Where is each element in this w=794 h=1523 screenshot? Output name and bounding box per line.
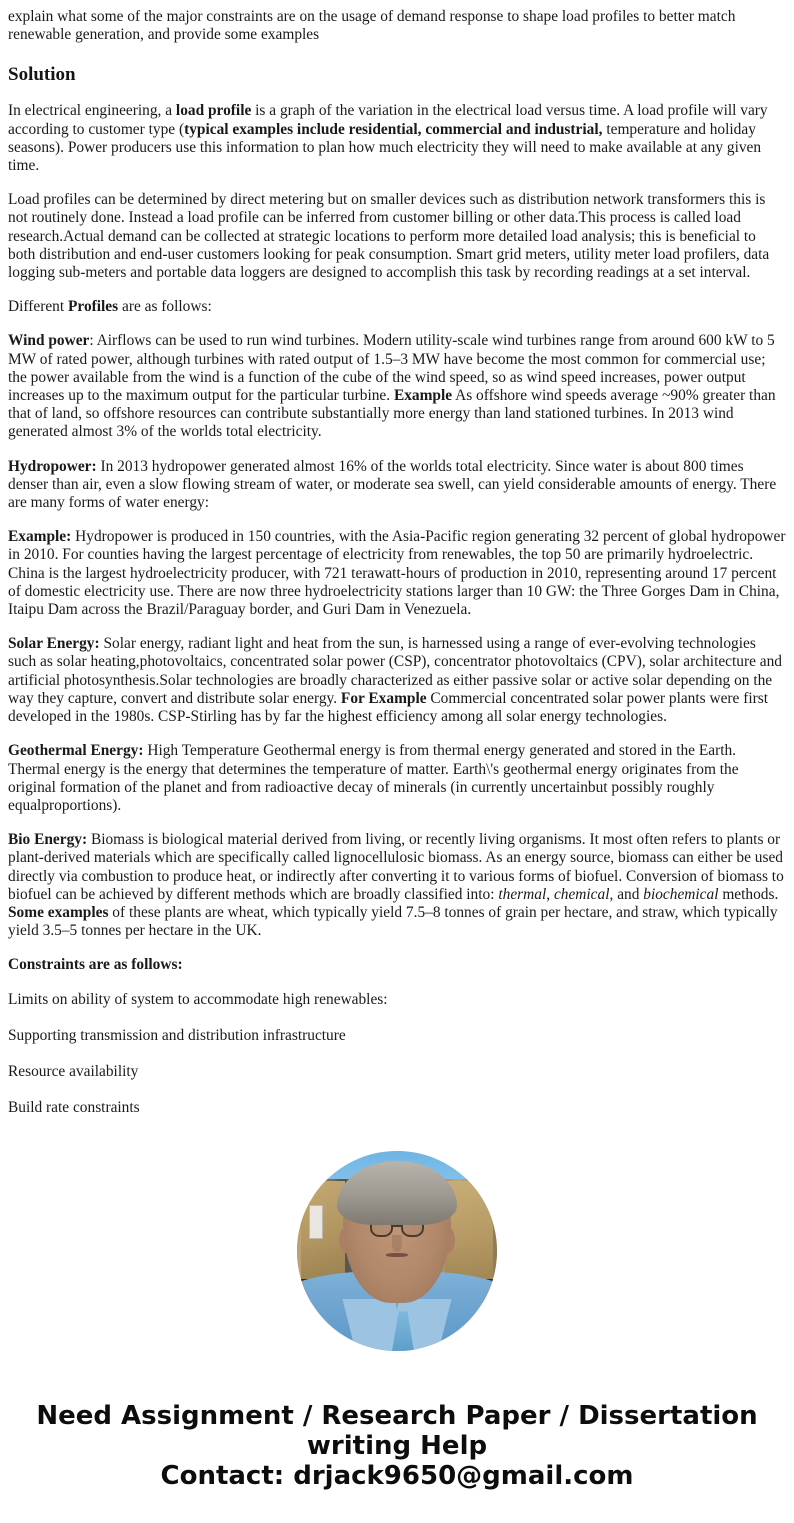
- text-run: Different: [8, 298, 68, 316]
- constraint-item: Resource availability: [8, 1062, 139, 1080]
- italic-run: chemical: [553, 885, 610, 903]
- avatar-light-switch: [309, 1205, 323, 1239]
- text-run: As offshore wind speeds average ~90% greater than that of land, so offshore resources can contribute substantially more energy than land stationed turbines. In 2013 wind generated almost 3% of the worlds total electricity.: [8, 387, 776, 441]
- bold-run: Profiles: [67, 298, 119, 316]
- text-run: methods.: [718, 885, 779, 903]
- text-run: In electrical engineering, a: [8, 102, 176, 120]
- bold-run: typical examples include residential, commercial and industrial,: [184, 120, 603, 138]
- bold-run: Example: [393, 387, 453, 405]
- text-run: Biomass is biological material derived from living, or recently living organisms. It most often refers to plants or plant-derived materials which are specifically called lignocellulosic biomass. As an energy source, biomass can either be used directly via combustion to produce heat, or indirectly after converting it to various forms of biofuel. Conversion of biomass to biofuel can be achieved by different methods which are broadly classified into:: [8, 831, 784, 903]
- paragraph-p-bio-energy: [8, 831, 786, 940]
- text-run: ,: [546, 885, 554, 903]
- constraint-item: Limits on ability of system to accommodate high renewables:: [8, 990, 388, 1008]
- text-run: are as follows:: [118, 298, 212, 316]
- question-remnant-paragraph: explain what some of the major constraints are on the usage of demand response to shape load profiles to better match renewable generation, and provide some examples: [8, 8, 736, 44]
- avatar-container: [8, 1151, 786, 1351]
- text-run: temperature and holiday seasons). Power producers use this information to plan how much electricity they will need to make available at any given time.: [8, 120, 762, 175]
- constraints-heading: [8, 956, 786, 974]
- text-run: High Temperature Geothermal energy is from thermal energy generated and stored in the Earth. Thermal energy is the energy that determines the temperature of matter. Earth\'s geothermal energy originates from the original formation of the planet and from radioactive decay of minerals (in currently uncertainbut possibly roughly equalproportions).: [8, 742, 739, 814]
- avatar-nose: [392, 1235, 403, 1251]
- paragraph-p-load-profile: [8, 102, 786, 175]
- paragraph-p-geothermal: [8, 742, 786, 815]
- bold-run: load profile: [175, 102, 252, 120]
- paragraph-p-different-profiles: [8, 298, 786, 316]
- solution-heading: Solution: [8, 64, 76, 86]
- footer-contact-block: [8, 1401, 786, 1519]
- avatar: [297, 1151, 497, 1351]
- text-run: : Airflows can be used to run wind turbines. Modern utility-scale wind turbines range from around 600 kW to 5 MW of rated power, although turbines with rated output of 1.5–3 MW have become the most common for commercial use; the power available from the wind is a function of the cube of the wind speed, so as wind speed increases, power output increases up to the maximum output for the particular turbine.: [8, 332, 775, 405]
- text-run: of these plants are wheat, which typically yield 7.5–8 tonnes of grain per hectare, and straw, which typically yield 3.5–5 tonnes per hectare in the UK.: [8, 903, 778, 940]
- footer-line-3: Contact: drjack9650@gmail.com: [160, 1461, 634, 1492]
- bold-run: Geothermal Energy:: [8, 742, 144, 760]
- text-run: is a graph of the variation in the electrical load versus time. A load profile will vary according to customer type (: [8, 102, 768, 138]
- text-run: Solar energy, radiant light and heat from the sun, is harnessed using a range of ever-evolving technologies such as solar heating,photovoltaics, concentrated solar power (CSP), concentrator photovoltaics (CPV), solar architecture and artificial photosynthesis.Solar technologies are broadly characterized as either passive solar or active solar depending on the way they capture, convert and distribute solar energy.: [8, 635, 783, 707]
- italic-run: thermal: [498, 885, 547, 903]
- constraint-item: Supporting transmission and distribution infrastructure: [8, 1026, 346, 1044]
- bold-run: Some examples: [8, 903, 109, 921]
- text-run: Hydropower is produced in 150 countries, with the Asia-Pacific region generating 32 percent of global hydropower in 2010. For counties having the largest percentage of electricity from renewables, the top 50 are primarily hydroelectric. China is the largest hydroelectricity producer, with 721 terawatt-hours of production in 2010, representing around 17 percent of domestic electricity use. There are now three hydroelectricity stations larger than 10 GW: the Three Gorges Dam in China, Itaipu Dam across the Brazil/Paraguay border, and Guri Dam in Venezuela.: [8, 528, 786, 619]
- constraint-item: Build rate constraints: [8, 1099, 140, 1117]
- footer-line-2: writing Help: [306, 1431, 488, 1462]
- footer-line-1: Need Assignment / Research Paper / Dissertation: [36, 1401, 758, 1432]
- paragraph-p-metering: [8, 191, 786, 282]
- bold-run: Wind power: [8, 332, 90, 350]
- bold-run: Hydropower:: [8, 457, 97, 475]
- paragraph-p-solar-energy: [8, 635, 786, 726]
- bold-run: Bio Energy:: [8, 831, 88, 849]
- paragraph-p-hydro-example: [8, 528, 786, 619]
- paragraph-p-hydropower: [8, 458, 786, 513]
- paragraph-p-wind-power: [8, 332, 786, 441]
- solution-body: [8, 102, 786, 940]
- constraints-list: [8, 991, 786, 1118]
- text-run: In 2013 hydropower generated almost 16% of the worlds total electricity. Since water is about 800 times denser than air, even a slow flowing stream of water, or moderate sea swell, can yield considerable amounts of energy. There are many forms of water energy:: [8, 457, 777, 512]
- avatar-glasses-bridge: [393, 1225, 402, 1227]
- bold-run: Example:: [8, 528, 72, 546]
- bold-run: Solar Energy:: [8, 635, 100, 653]
- text-run: Load profiles can be determined by direct metering but on smaller devices such as distribution network transformers this is not routinely done. Instead a load profile can be inferred from customer billing or other data.This process is called load research.Actual demand can be collected at strategic locations to perform more detailed load analysis; this is beneficial to both distribution and end-user customers looking for peak consumption. Smart grid meters, utility meter load profilers, data logging sub-meters and portable data loggers are designed to accomplish this task by recording readings at a set interval.: [8, 191, 770, 282]
- text-run: , and: [609, 885, 644, 903]
- bold-run: For Example: [340, 689, 427, 707]
- italic-run: biochemical: [643, 885, 719, 903]
- text-run: Commercial concentrated solar power plants were first developed in the 1980s. CSP-Stirling has by far the highest efficiency among all solar energy technologies.: [8, 689, 769, 726]
- constraints-heading-text: Constraints are as follows:: [8, 956, 183, 974]
- avatar-mouth: [386, 1253, 408, 1257]
